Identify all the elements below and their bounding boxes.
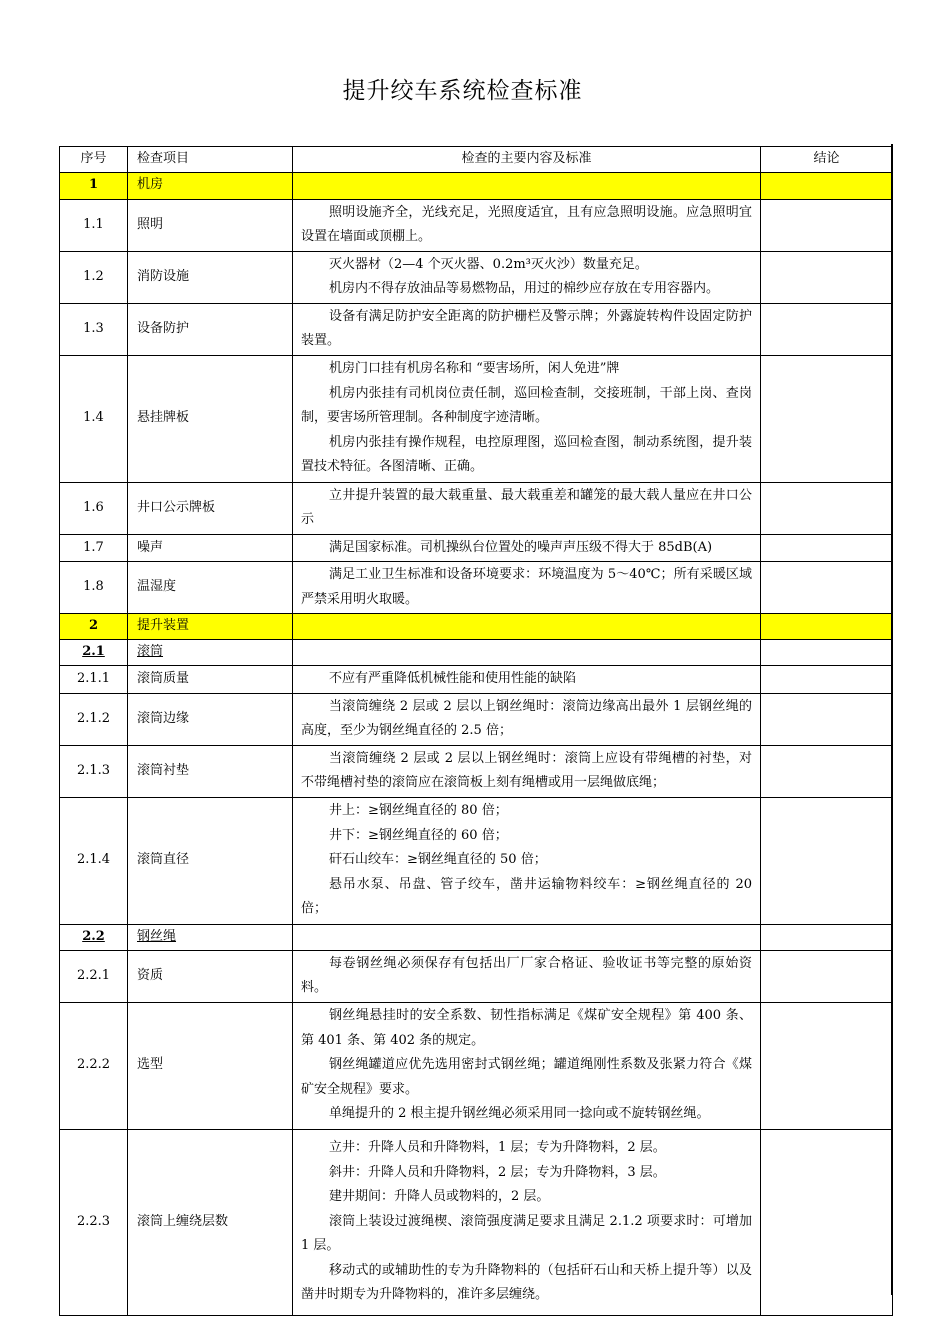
row-conclusion[interactable] bbox=[761, 745, 893, 797]
subsection-row bbox=[60, 924, 893, 950]
row-conclusion[interactable] bbox=[761, 924, 893, 950]
row-item: 机房 bbox=[128, 172, 293, 199]
row-content bbox=[293, 950, 761, 1002]
table-row bbox=[60, 355, 893, 482]
table-row bbox=[60, 950, 893, 1002]
table-row bbox=[60, 1002, 893, 1129]
row-conclusion[interactable] bbox=[761, 199, 893, 251]
row-number: 2.1.1 bbox=[60, 666, 128, 694]
content-line: 机房内不得存放油品等易燃物品，用过的棉纱应存放在专用容器内。 bbox=[329, 281, 720, 296]
content-line: 每卷钢丝绳必须保存有包括出厂厂家合格证、验收证书等完整的原始资料。 bbox=[301, 955, 752, 995]
table-right-border bbox=[891, 144, 893, 1295]
row-number: 2.1.2 bbox=[60, 693, 128, 745]
row-content bbox=[293, 303, 761, 355]
row-conclusion[interactable] bbox=[761, 640, 893, 666]
content-line: 移动式的或辅助性的专为升降物料的（包括矸石山和天桥上提升等）以及凿井时期专为升降物料的，准许多层缠绕。 bbox=[301, 1262, 752, 1303]
content-line: 机房内张挂有操作规程，电控原理图，巡回检查图，制动系统图，提升装置技术特征。各图清晰、正确。 bbox=[301, 434, 752, 475]
content-line: 机房内张挂有司机岗位责任制，巡回检查制，交接班制，干部上岗、查岗制，要害场所管理制。各种制度字迹清晰。 bbox=[301, 385, 752, 426]
row-content bbox=[293, 1129, 761, 1315]
row-number: 1.1 bbox=[60, 199, 128, 251]
table-row bbox=[60, 745, 893, 797]
row-item: 温湿度 bbox=[128, 562, 293, 614]
row-conclusion[interactable] bbox=[761, 666, 893, 694]
row-number: 2.2.1 bbox=[60, 950, 128, 1002]
section-row bbox=[60, 172, 893, 199]
row-item: 悬挂牌板 bbox=[128, 355, 293, 482]
row-number: 1.6 bbox=[60, 482, 128, 534]
content-line: 滚筒上装设过渡绳楔、滚筒强度满足要求且满足 2.1.2 项要求时：可增加 1 层。 bbox=[301, 1213, 752, 1254]
row-content bbox=[293, 797, 761, 924]
row-item: 滚筒 bbox=[128, 640, 293, 666]
row-item: 滚筒直径 bbox=[128, 797, 293, 924]
row-content bbox=[293, 562, 761, 614]
row-item: 设备防护 bbox=[128, 303, 293, 355]
row-item: 噪声 bbox=[128, 534, 293, 562]
row-item: 照明 bbox=[128, 199, 293, 251]
row-item: 滚筒上缠绕层数 bbox=[128, 1129, 293, 1315]
table-row bbox=[60, 199, 893, 251]
row-content bbox=[293, 534, 761, 562]
row-content bbox=[293, 355, 761, 482]
row-item: 提升装置 bbox=[128, 614, 293, 640]
table-row bbox=[60, 482, 893, 534]
row-conclusion[interactable] bbox=[761, 797, 893, 924]
row-number: 1.2 bbox=[60, 251, 128, 303]
header-no: 序号 bbox=[60, 147, 128, 173]
content-line: 单绳提升的 2 根主提升钢丝绳必须采用同一捻向或不旋转钢丝绳。 bbox=[329, 1106, 710, 1122]
row-conclusion[interactable] bbox=[761, 562, 893, 614]
content-line: 不应有严重降低机械性能和使用性能的缺陷 bbox=[329, 671, 577, 686]
row-number: 1.3 bbox=[60, 303, 128, 355]
content-line: 斜井：升降人员和升降物料，2 层；专为升降物料，3 层。 bbox=[329, 1164, 666, 1180]
table-row bbox=[60, 1129, 893, 1315]
content-line: 立井提升装置的最大载重量、最大载重差和罐笼的最大载人量应在井口公示 bbox=[301, 487, 752, 527]
content-line: 设备有满足防护安全距离的防护栅栏及警示牌；外露旋转构件设固定防护装置。 bbox=[301, 308, 752, 348]
table-row bbox=[60, 303, 893, 355]
row-number: 1.7 bbox=[60, 534, 128, 562]
content-line: 当滚筒缠绕 2 层或 2 层以上钢丝绳时：滚筒边缘高出最外 1 层钢丝绳的高度，至少为钢丝绳直径的 2.5 倍； bbox=[301, 698, 752, 738]
table-row bbox=[60, 251, 893, 303]
content-line: 立井：升降人员和升降物料，1 层；专为升降物料，2 层。 bbox=[329, 1140, 666, 1156]
content-line: 灭火器材（2—4 个灭火器、0.2m³灭火沙）数量充足。 bbox=[329, 256, 648, 272]
row-number: 1.8 bbox=[60, 562, 128, 614]
row-number: 2.1.4 bbox=[60, 797, 128, 924]
row-item: 井口公示牌板 bbox=[128, 482, 293, 534]
row-number: 2.2.2 bbox=[60, 1002, 128, 1129]
content-line: 钢丝绳罐道应优先选用密封式钢丝绳；罐道绳刚性系数及张紧力符合《煤矿安全规程》要求。 bbox=[301, 1057, 752, 1097]
section-row bbox=[60, 614, 893, 640]
row-content bbox=[293, 482, 761, 534]
row-item: 资质 bbox=[128, 950, 293, 1002]
table-row bbox=[60, 693, 893, 745]
inspection-standard-table bbox=[59, 146, 893, 1316]
content-line: 悬吊水泵、吊盘、管子绞车，凿井运输物料绞车：≥钢丝绳直径的 20 倍； bbox=[301, 876, 752, 917]
content-line: 矸石山绞车：≥钢丝绳直径的 50 倍； bbox=[329, 852, 547, 868]
row-conclusion[interactable] bbox=[761, 693, 893, 745]
row-conclusion[interactable] bbox=[761, 1129, 893, 1315]
content-line: 机房门口挂有机房名称和 “要害场所，闲人免进”牌 bbox=[329, 361, 620, 377]
row-content bbox=[293, 924, 761, 950]
row-content bbox=[293, 693, 761, 745]
row-number: 2.2 bbox=[60, 924, 128, 950]
row-conclusion[interactable] bbox=[761, 950, 893, 1002]
row-conclusion[interactable] bbox=[761, 482, 893, 534]
row-content bbox=[293, 666, 761, 694]
table-header-row bbox=[60, 147, 893, 173]
row-item: 消防设施 bbox=[128, 251, 293, 303]
row-conclusion[interactable] bbox=[761, 251, 893, 303]
table-row bbox=[60, 797, 893, 924]
row-content bbox=[293, 640, 761, 666]
content-line: 钢丝绳悬挂时的安全系数、韧性指标满足《煤矿安全规程》第 400 条、第 401 条、第 402 条的规定。 bbox=[301, 1008, 752, 1048]
table-row bbox=[60, 534, 893, 562]
row-number: 2.1 bbox=[60, 640, 128, 666]
row-conclusion[interactable] bbox=[761, 355, 893, 482]
content-line: 满足工业卫生标准和设备环境要求：环境温度为 5～40℃；所有采暖区域严禁采用明火取暖。 bbox=[301, 567, 752, 607]
row-item: 滚筒质量 bbox=[128, 666, 293, 694]
subsection-row bbox=[60, 640, 893, 666]
content-line: 井上：≥钢丝绳直径的 80 倍； bbox=[329, 803, 508, 819]
content-line: 当滚筒缠绕 2 层或 2 层以上钢丝绳时：滚筒上应设有带绳槽的衬垫，对不带绳槽衬垫的滚筒应在滚筒板上刻有绳槽或用一层绳做底绳； bbox=[301, 750, 752, 790]
content-line: 照明设施齐全，光线充足，光照度适宜，且有应急照明设施。应急照明宜设置在墙面或顶棚上。 bbox=[301, 204, 752, 244]
row-conclusion[interactable] bbox=[761, 303, 893, 355]
row-number: 1.4 bbox=[60, 355, 128, 482]
row-number: 1 bbox=[60, 172, 128, 199]
row-number: 2.1.3 bbox=[60, 745, 128, 797]
content-line: 建井期间：升降人员或物料的，2 层。 bbox=[329, 1189, 550, 1205]
row-number: 2.2.3 bbox=[60, 1129, 128, 1315]
row-content bbox=[293, 614, 761, 640]
row-content bbox=[293, 172, 761, 199]
row-item: 滚筒边缘 bbox=[128, 693, 293, 745]
content-line: 井下：≥钢丝绳直径的 60 倍； bbox=[329, 827, 508, 843]
row-item: 选型 bbox=[128, 1002, 293, 1129]
header-content: 检查的主要内容及标准 bbox=[293, 147, 761, 173]
row-conclusion[interactable] bbox=[761, 1002, 893, 1129]
table-row bbox=[60, 562, 893, 614]
header-conclusion: 结论 bbox=[761, 147, 893, 173]
row-number: 2 bbox=[60, 614, 128, 640]
row-content bbox=[293, 1002, 761, 1129]
row-content bbox=[293, 251, 761, 303]
row-content bbox=[293, 745, 761, 797]
page-title: 提升绞车系统检查标准 bbox=[342, 78, 583, 104]
row-conclusion[interactable] bbox=[761, 172, 893, 199]
table-row bbox=[60, 666, 893, 694]
row-item: 钢丝绳 bbox=[128, 924, 293, 950]
content-line: 满足国家标准。司机操纵台位置处的噪声声压级不得大于 85dB(A) bbox=[329, 539, 713, 555]
row-conclusion[interactable] bbox=[761, 614, 893, 640]
row-item: 滚筒衬垫 bbox=[128, 745, 293, 797]
header-item: 检查项目 bbox=[128, 147, 293, 173]
row-conclusion[interactable] bbox=[761, 534, 893, 562]
row-content bbox=[293, 199, 761, 251]
